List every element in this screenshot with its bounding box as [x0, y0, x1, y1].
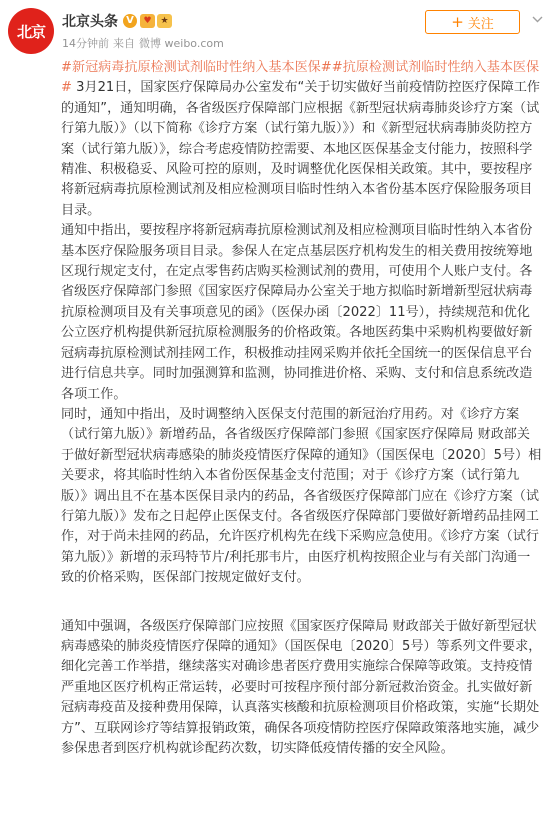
chevron-down-icon[interactable] — [531, 13, 543, 25]
timestamp[interactable]: 14分钟前 — [62, 37, 109, 50]
avatar-label: 北京 — [16, 22, 45, 41]
author-name[interactable]: 北京头条 — [62, 14, 118, 30]
paragraph-2: 通知中指出，要按程序将新冠病毒抗原检测试剂及相应检测项目临时性纳入本省份基本医疗保险服务项目目录。参保人在定点基层医疗机构发生的相关费用按统筹地区现行规定支付，在定点零售药店购买检测试剂的费用，可使用个人账户支付。各省级医疗保障部门参照《国家医疗保障局办公室关于地方拟临时新增新型冠状病毒抗原检测项目及有关事项意见的函》（医保办函〔2022〕11号），持续规范和优化公立医疗机构提供新冠抗原检测服务的价格政策。各地医药集中采购机构要做好新冠病毒抗原检测试剂挂网工作，积极推动挂网采购并依托全国统一的医保信息平台进行信息共享。同时加强测算和监测，协同推进价格、采购、支付和信息系统改造各项工作。 — [61, 223, 533, 402]
paragraph-gap — [61, 589, 543, 617]
paragraph-text: 3月21日，国家医疗保障局办公室发布“关于切实做好当前疫情防控医疗保障工作的通知”，通知明确，各省级医疗保障部门应根据《新型冠状病毒肺炎诊疗方案（试行第九版）》（以下简称《诊疗方案（试行第九版）》）和《新型冠状病毒肺炎防控方案（试行第九版）》，综合考虑疫情防控需要、本地区医保基金支付能力，按照科学精准、积极稳妥、风险可控的原则，及时调整优化医保相关政策。其中，要按程序将新冠病毒抗原检测试剂及相应检测项目临时性纳入本省份基本医疗保险服务项目目录。 — [61, 80, 541, 218]
source-label: 微博 weibo.com — [139, 37, 224, 50]
plus-icon: + — [451, 12, 464, 31]
paragraph-1 — [61, 58, 543, 221]
post-meta — [62, 35, 224, 51]
avatar[interactable] — [8, 8, 54, 54]
source-prefix: 来自 — [113, 37, 135, 50]
paragraph-4: 通知中强调，各级医疗保障部门应按照《国家医疗保障局 财政部关于做好新型冠状病毒感染的肺炎疫情医疗保障的通知》（国医保电〔2020〕5号）等系列文件要求，细化完善工作举措，继续落实对确诊患者医疗费用实施综合保障等政策。支持疫情严重地区医疗机构正常运转，必要时可按程序预付部分新冠救治资金。扎实做好新冠病毒疫苗及接种费用保障，认真落实核酸和抗原检测项目价格政策，实施“长期处方”、互联网诊疗等结算报销政策，确保各项疫情防控医疗保障政策落地实施，减少参保患者到医疗机构就诊配药次数，切实降低疫情传播的安全风险。 — [61, 618, 542, 756]
hashtag-link[interactable]: #新冠病毒抗原检测试剂临时性纳入基本医保# — [61, 60, 332, 75]
post-header — [0, 0, 550, 56]
member-badge-icon[interactable]: ♥ — [140, 14, 155, 28]
follow-label: 关注 — [467, 16, 494, 32]
follow-button[interactable] — [425, 10, 520, 34]
fan-badge-icon[interactable]: ★ — [157, 14, 172, 28]
post-body — [61, 58, 543, 759]
hashtag-link[interactable]: #抗原检测试剂临时性纳入基本医保# — [61, 60, 540, 96]
paragraph-3: 同时，通知中指出，及时调整纳入医保支付范围的新冠治疗用药。对《诊疗方案（试行第九版）》新增药品，各省级医疗保障部门参照《国家医疗保障局 财政部关于做好新型冠状病毒感染的肺炎疫情医疗保障的通知》（国医保电〔2020〕5号）相关要求，将其临时性纳入本省份医保基金支付范围；对于《诊疗方案（试行第九版）》调出且不在基本医保目录内的药品，各省级医疗保障部门应在《诊疗方案（试行第九版）》发布之日起停止医保支付。各省级医疗保障部门要做好新增药品挂网工作，对于尚未挂网的药品，允许医疗机构先在线下采购应急使用。《诊疗方案（试行第九版）》新增的汞玛特节片/利托那韦片，由医疗机构按照企业与有关部门沟通一致的价格采购，医保部门按规定做好支付。 — [61, 406, 542, 586]
author-row — [62, 11, 172, 31]
verified-icon: V — [123, 14, 137, 28]
